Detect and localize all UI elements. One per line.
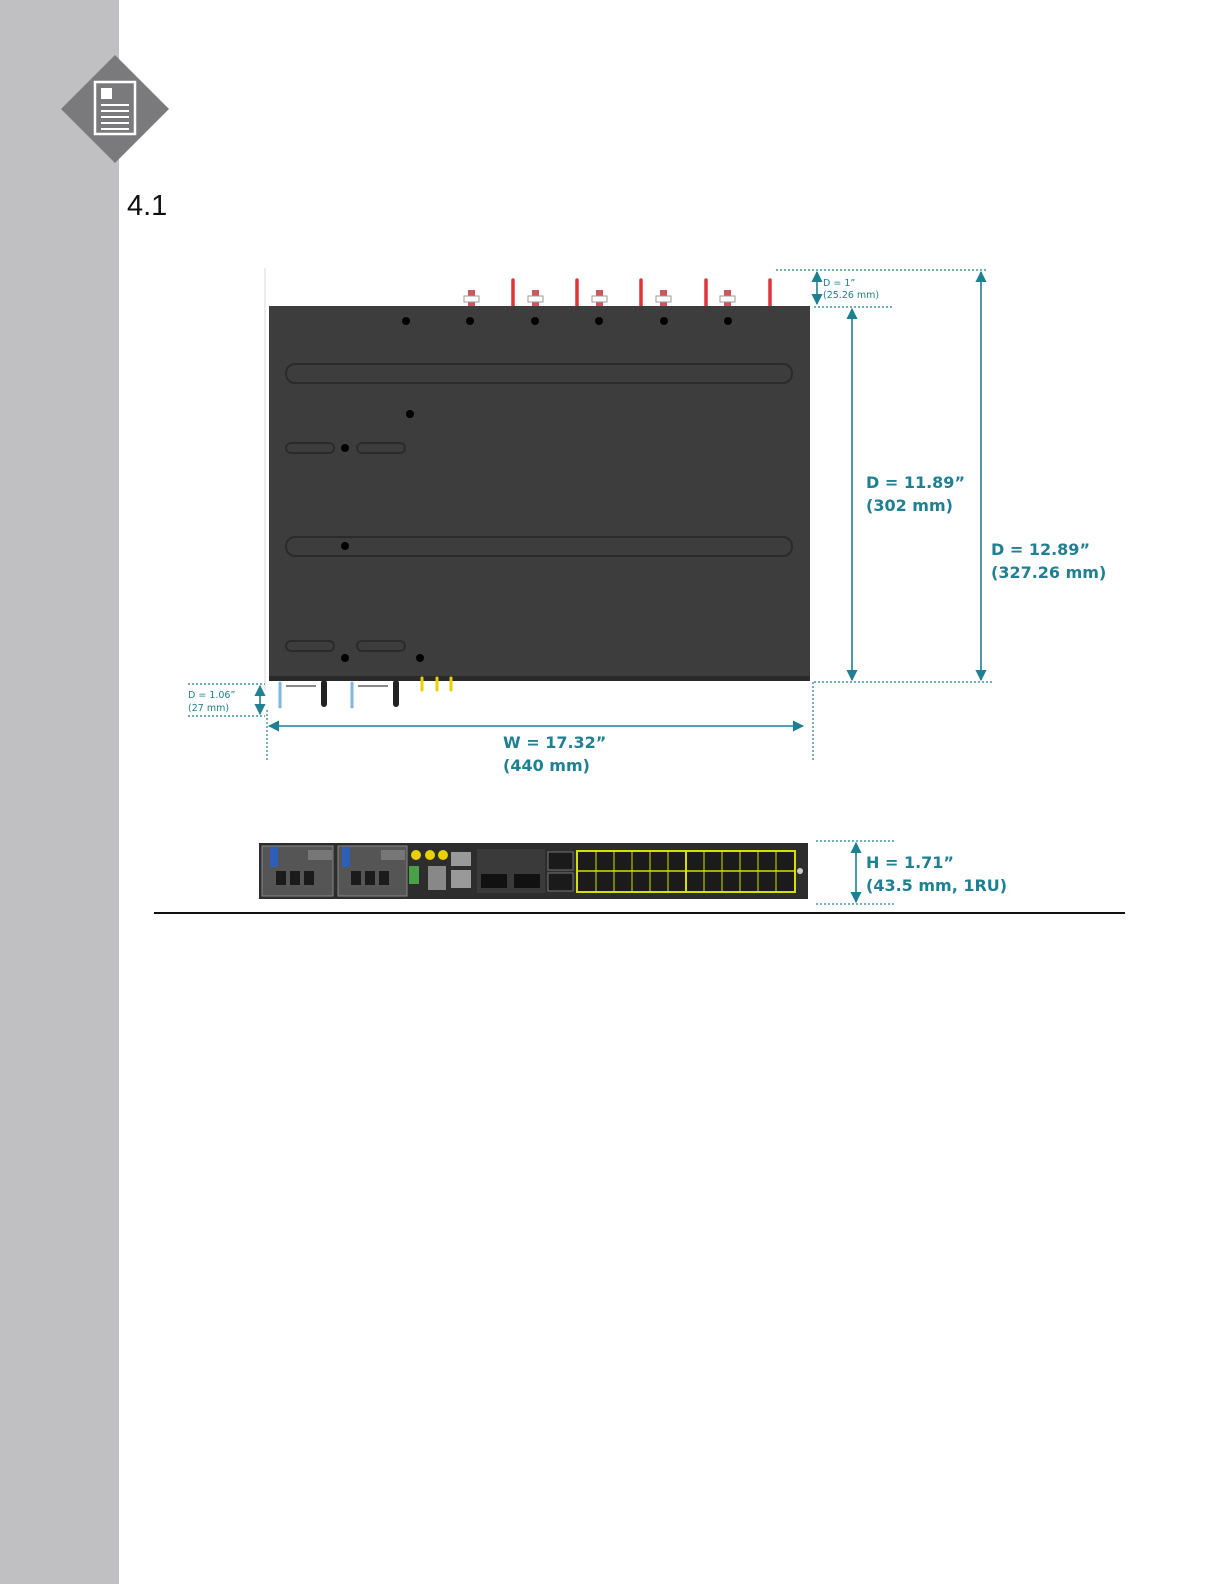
front-handles (280, 678, 451, 707)
top-protrusion-mm: (25.26 mm) (823, 290, 880, 301)
total-depth-label: D = 12.89” (991, 540, 1090, 559)
front-protrusion-mm: (27 mm) (188, 703, 230, 714)
body-depth-label: D = 11.89” (866, 473, 965, 492)
antennas (464, 280, 770, 306)
front-panel-view (259, 843, 808, 899)
width-mm: (440 mm) (503, 756, 590, 775)
chassis-top-view (269, 306, 810, 681)
front-protrusion-label: D = 1.06” (188, 690, 236, 701)
total-depth-mm: (327.26 mm) (991, 563, 1107, 582)
body-depth-mm: (302 mm) (866, 496, 953, 515)
horizontal-rule (154, 912, 1125, 914)
top-protrusion-label: D = 1” (823, 278, 856, 289)
width-label: W = 17.32” (503, 733, 607, 752)
height-label: H = 1.71” (866, 853, 954, 872)
section-number: 4.1 (127, 190, 168, 222)
height-mm: (43.5 mm, 1RU) (866, 876, 1008, 895)
